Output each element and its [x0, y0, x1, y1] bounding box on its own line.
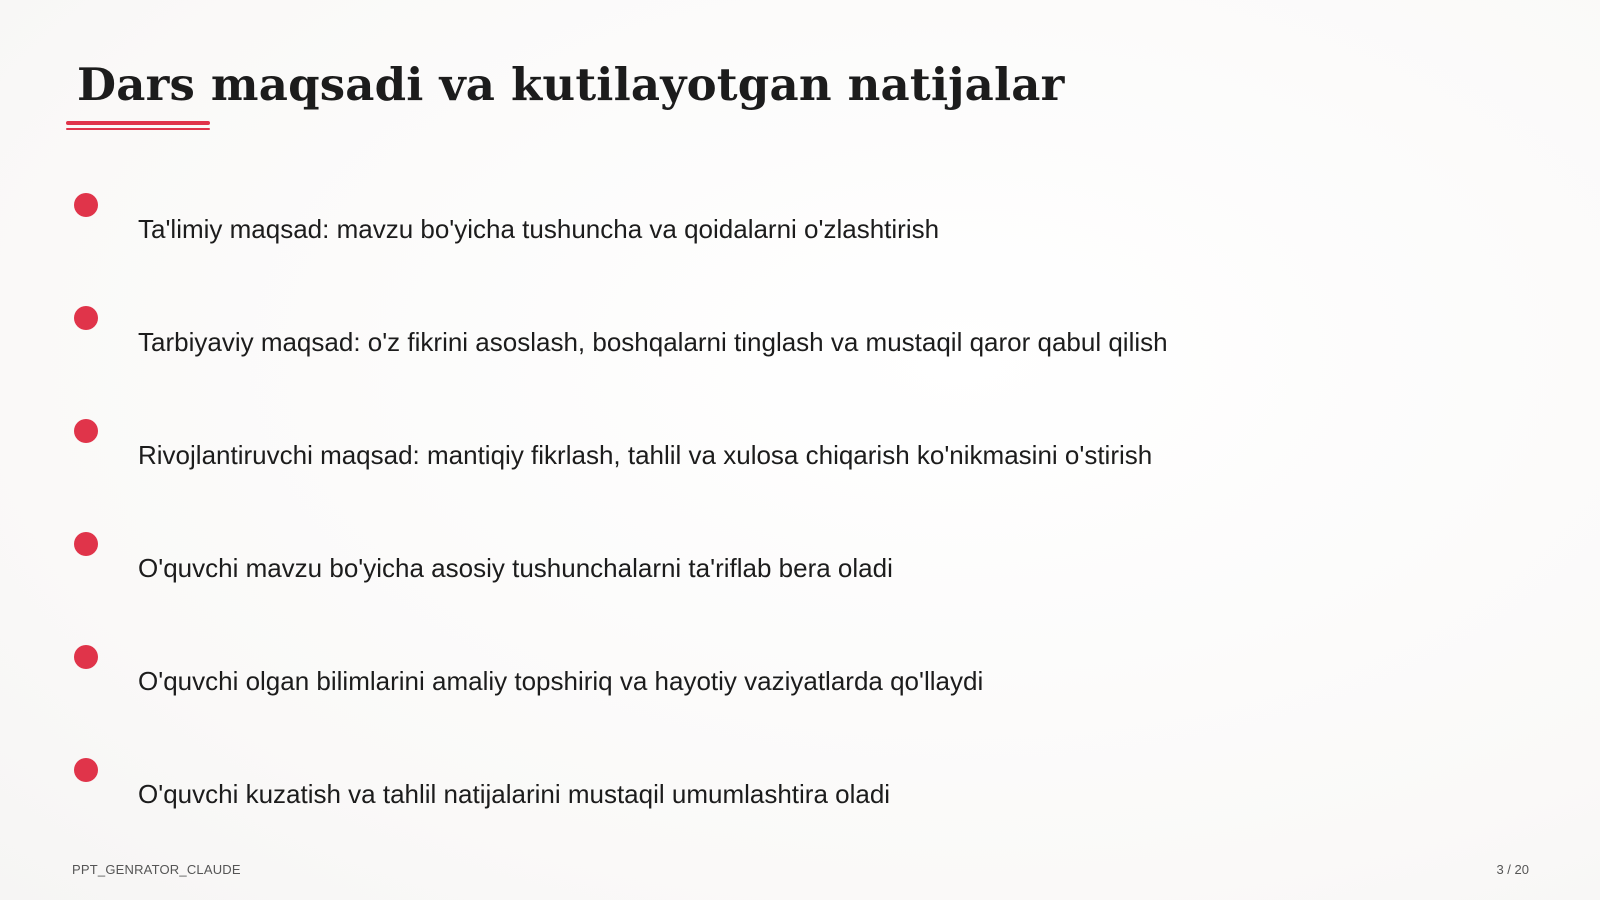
- title-underline-accent: [66, 121, 210, 125]
- list-item-text: Rivojlantiruvchi maqsad: mantiqiy fikrlash, tahlil va xulosa chiqarish ko'nikmasini o'stirish: [138, 440, 1153, 470]
- list-item-text: Ta'limiy maqsad: mavzu bo'yicha tushuncha va qoidalarni o'zlashtirish: [138, 214, 940, 244]
- red-dot-icon: [74, 419, 98, 443]
- page-indicator: 3 / 20: [1496, 862, 1529, 877]
- footer-brand: PPT_GENRATOR_CLAUDE: [72, 862, 241, 877]
- list-item-text: O'quvchi mavzu bo'yicha asosiy tushunchalarni ta'riflab bera oladi: [138, 553, 893, 583]
- slide-title: Dars maqsadi va kutilayotgan natijalar: [77, 58, 1065, 111]
- red-dot-icon: [74, 645, 98, 669]
- list-item: [0, 193, 1400, 253]
- list-item: [0, 306, 1400, 366]
- list-item: [0, 758, 1400, 818]
- red-dot-icon: [74, 306, 98, 330]
- list-item-text: O'quvchi olgan bilimlarini amaliy topshiriq va hayotiy vaziyatlarda qo'llaydi: [138, 666, 984, 696]
- red-dot-icon: [74, 758, 98, 782]
- list-item: [0, 532, 1400, 592]
- list-item-text: O'quvchi kuzatish va tahlil natijalarini mustaqil umumlashtira oladi: [138, 779, 891, 809]
- list-item: [0, 419, 1400, 479]
- red-dot-icon: [74, 193, 98, 217]
- title-underline-thin: [66, 128, 210, 130]
- red-dot-icon: [74, 532, 98, 556]
- list-item: [0, 645, 1400, 705]
- list-item-text: Tarbiyaviy maqsad: o'z fikrini asoslash, boshqalarni tinglash va mustaqil qaror qabul qilish: [138, 327, 1168, 357]
